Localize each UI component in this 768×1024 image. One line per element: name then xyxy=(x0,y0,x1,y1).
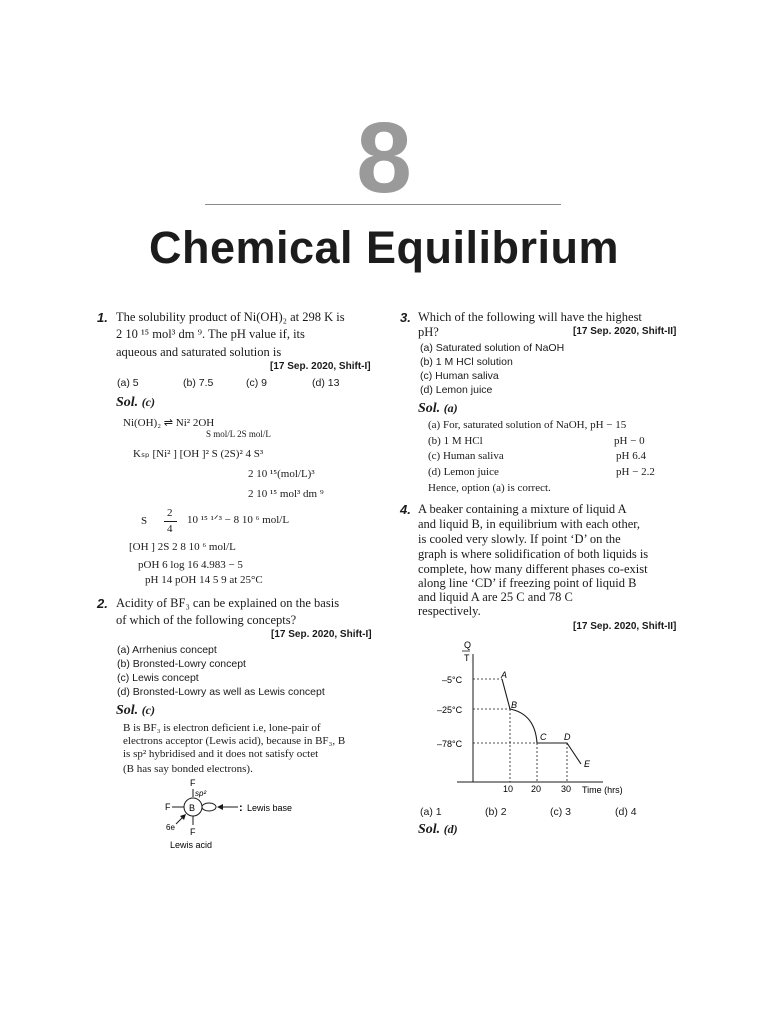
q1-option-c: (c) 9 xyxy=(246,377,267,389)
q1-answer: (c) xyxy=(141,395,156,409)
q3-exam-tag: [17 Sep. 2020, Shift-II] xyxy=(573,326,677,337)
q1-eq-ksp-value2: 2 10 ¹⁵ mol³ dm ⁹ xyxy=(248,488,324,500)
q4-text-line: respectively. xyxy=(418,604,481,618)
q1-solution-label: Sol. (c) xyxy=(116,395,156,410)
lone-pair-icon: : xyxy=(239,802,243,814)
q4-text-line: is cooled very slowly. If point ‘D’ on the xyxy=(418,532,621,546)
q3-solution-row-value: pH 6.4 xyxy=(616,450,646,462)
bf3-fluorine-top: F xyxy=(190,778,196,788)
q1-eq-s-value: 10 ¹⁵ ¹ᐟ³ − 8 10 ⁶ mol/L xyxy=(187,514,290,526)
q1-text-line: 2 10 ¹⁵ mol³ dm ⁹. The pH value if, its xyxy=(116,327,305,341)
q2-option-d: (d) Bronsted-Lowry as well as Lewis concept xyxy=(117,686,325,698)
q1-text-line: The solubility product of Ni(OH)₂ at 298 K is xyxy=(116,310,345,324)
q4-option-a: (a) 1 xyxy=(420,806,442,818)
q2-answer: (c) xyxy=(141,703,156,717)
graph-point-e: E xyxy=(584,759,591,769)
graph-point-a: A xyxy=(501,670,508,680)
q4-option-c: (c) 3 xyxy=(550,806,571,818)
q2-solution-line: B is BF₃ is electron deficient i.e, lone-pair of xyxy=(123,722,321,734)
q1-eq-fraction-den: 4 xyxy=(167,523,173,535)
graph-point-b: B xyxy=(511,700,518,710)
q2-number: 2. xyxy=(97,596,108,611)
q4-text-line: along line ‘CD’ if freezing point of liquid B xyxy=(418,576,637,590)
graph-point-d: D xyxy=(564,732,571,742)
graph-x-tick-10: 10 xyxy=(503,784,514,794)
graph-point-c: C xyxy=(540,732,547,742)
bf3-boron: B xyxy=(189,803,196,813)
bf3-six-electrons: 6e xyxy=(166,823,175,832)
q3-solution-row-value: pH − 0 xyxy=(614,435,645,447)
q4-text-line: graph is where solidification of both liquids is xyxy=(418,547,649,561)
q3-option-b: (b) 1 M HCl solution xyxy=(420,356,513,368)
q2-text-line: of which of the following concepts? xyxy=(116,613,297,627)
q4-number: 4. xyxy=(400,502,411,517)
q1-option-b: (b) 7.5 xyxy=(183,377,214,389)
q3-option-a: (a) Saturated solution of NaOH xyxy=(420,342,565,354)
q1-eq-s-symbol: S xyxy=(141,515,148,527)
q3-answer: (a) xyxy=(443,401,458,415)
q4-exam-tag: [17 Sep. 2020, Shift-II] xyxy=(573,621,677,632)
q2-exam-tag: [17 Sep. 2020, Shift-I] xyxy=(271,629,372,640)
q1-eq-fraction-bar xyxy=(164,521,177,522)
q3-text-line: pH? xyxy=(418,325,439,339)
graph-y-label-q: Q xyxy=(464,640,472,650)
graph-y-label-t: T xyxy=(464,653,470,663)
q1-option-a: (a) 5 xyxy=(117,377,139,389)
q4-cooling-curve-graph xyxy=(415,636,645,802)
q1-eq-oh: [OH ] 2S 2 8 10 ⁶ mol/L xyxy=(129,541,236,553)
q2-text-line: Acidity of BF₃ can be explained on the basis xyxy=(116,596,340,610)
bf3-fluorine-left: F xyxy=(165,802,171,812)
q4-answer: (d) xyxy=(443,822,458,836)
graph-y-tick-5: –5°C xyxy=(442,675,463,685)
bf3-fluorine-bottom: F xyxy=(190,827,196,837)
chapter-title: Chemical Equilibrium xyxy=(148,222,620,273)
graph-x-tick-30: 30 xyxy=(561,784,572,794)
q2-solution-line: (B has say bonded electrons). xyxy=(123,763,253,775)
graph-y-tick-25: –25°C xyxy=(437,705,463,715)
q2-option-c: (c) Lewis concept xyxy=(117,672,199,684)
q4-text-line: A beaker containing a mixture of liquid A xyxy=(418,502,627,516)
q3-solution-row: (b) 1 M HCl xyxy=(428,435,483,447)
q1-eq-dissociation: Ni(OH)₂ ⇌ Ni² 2OH xyxy=(123,417,215,429)
q4-text-line: and liquid B, in equilibrium with each other, xyxy=(418,517,641,531)
q1-eq-ksp: Kₛₚ [Ni² ] [OH ]² S (2S)² 4 S³ xyxy=(133,448,264,460)
graph-y-tick-78: –78°C xyxy=(437,739,463,749)
q2-option-a: (a) Arrhenius concept xyxy=(117,644,217,656)
graph-x-axis-label: Time (hrs) xyxy=(582,785,623,795)
q3-text-line: Which of the following will have the highest xyxy=(418,310,642,324)
q3-solution-row: (c) Human saliva xyxy=(428,450,504,462)
q2-solution-line: is sp² hybridised and it does not satisfy octet xyxy=(123,748,319,760)
bf3-lewis-diagram xyxy=(150,776,320,852)
q4-option-d: (d) 4 xyxy=(615,806,637,818)
q3-option-c: (c) Human saliva xyxy=(420,370,499,382)
q3-solution-row: (d) Lemon juice xyxy=(428,466,499,478)
q2-solution-line: electrons acceptor (Lewis acid), because in BF₃, B xyxy=(123,735,346,747)
q2-option-b: (b) Bronsted-Lowry concept xyxy=(117,658,246,670)
q1-eq-poh: pOH 6 log 16 4.983 − 5 xyxy=(138,559,243,571)
q3-solution-row: (a) For, saturated solution of NaOH, pH − 15 xyxy=(428,419,627,431)
q1-number: 1. xyxy=(97,310,108,325)
q4-solution-label: Sol. (d) xyxy=(418,822,458,837)
bf3-sp2-label: sp² xyxy=(195,789,207,798)
q3-solution-label: Sol. (a) xyxy=(418,401,458,416)
q4-text-line: and liquid A are 25 C and 78 C xyxy=(418,590,573,604)
q3-option-d: (d) Lemon juice xyxy=(420,384,493,396)
graph-cooling-curve xyxy=(502,679,581,764)
lewis-base-label: Lewis base xyxy=(247,803,293,813)
q1-exam-tag: [17 Sep. 2020, Shift-I] xyxy=(270,361,371,372)
q1-eq-dissociation-sub: S mol/L 2S mol/L xyxy=(206,429,271,439)
q2-solution-label: Sol. (c) xyxy=(116,703,156,718)
q1-option-d: (d) 13 xyxy=(312,377,340,389)
q1-eq-ksp-value: 2 10 ¹⁵(mol/L)³ xyxy=(248,468,315,480)
q4-text-line: complete, how many different phases co-exist xyxy=(418,562,648,576)
q4-option-b: (b) 2 xyxy=(485,806,507,818)
q1-eq-ph: pH 14 pOH 14 5 9 at 25°C xyxy=(145,574,263,586)
q3-solution-row-value: pH − 2.2 xyxy=(616,466,655,478)
q3-number: 3. xyxy=(400,310,411,325)
lewis-acid-label: Lewis acid xyxy=(170,840,213,850)
q1-text-line: aqueous and saturated solution is xyxy=(116,345,282,359)
q1-eq-fraction-num: 2 xyxy=(167,507,173,519)
chapter-divider xyxy=(205,204,561,205)
bf3-empty-orbital xyxy=(202,803,216,811)
chapter-number: 8 xyxy=(356,102,412,214)
q3-conclusion: Hence, option (a) is correct. xyxy=(428,482,551,494)
graph-x-tick-20: 20 xyxy=(531,784,542,794)
